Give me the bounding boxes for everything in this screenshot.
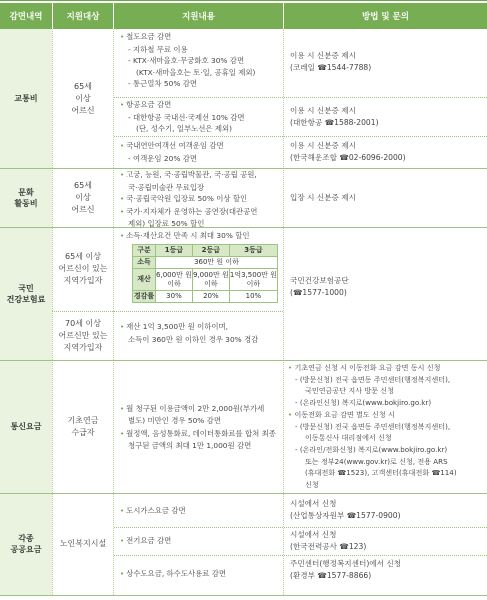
target-health-70: 70세 이상 어르신만 있는 지역가입자 (52, 311, 114, 360)
method-health: 국민건강보험공단 (☎1577-1000) (290, 276, 349, 297)
content-health-1: • 소득·재산요건 만족 시 최대 30% 할인 (120, 231, 250, 240)
grade-asset-label: 재산 (133, 269, 156, 291)
category-transport: 교통비 (0, 29, 52, 168)
category-telecom: 통신요금 (0, 360, 52, 493)
grade-rate-2: 20% (192, 291, 229, 303)
content-culture: • 고궁, 능원, 국·공립박물관, 국·공립 공원, 국·공립미술관 무료입장 • 국·공립국악원 입장료 50% 이상 할인 • 국가·지자체가 운영하는 공연장(대관공연 제외) 입장료 50% 할인 (120, 170, 258, 229)
grade-rate-3: 10% (229, 291, 277, 303)
header-category: 감면내역 (0, 3, 52, 29)
method-electric: 시설에서 신청 (한국전력공사 ☎123) (290, 530, 367, 551)
category-utility: 각종 공공요금 (0, 493, 52, 595)
method-telecom: • 기초연금 신청 시 이동전화 요금 감면 동시 신청 - (방문신청) 전국 읍면동 주민센터(행정복지센터), 국민연금공단 지사 방문 신청 - (온라인신청) 복지로(www.bokjiro.go.kr) • 이동전화 요금 감면 별도 신청 시 - (방문신청) 전국 읍면동 주민센터(행정복지센터), 이동통신사 대리점에서 신청 - (온라인/전화신청) 복지로(www.bokjiro.go.kr) 또는 정부24(www.gov.kr)로 신청, 전용 ARS (휴대전화 ☎1523), 고객센터(휴대전화 ☎114) 신청 (288, 363, 457, 490)
grade-asset-1: 6,000만 원 이하 (156, 269, 193, 291)
method-gas: 시설에서 신청 (산업통상자원부 ☎1577-0900) (290, 499, 401, 520)
content-rail: • 철도요금 감면 - 지하철 무료 이용 - KTX·새마을호·무궁화호 30% 감면 (KTX·새마을호는 토·일, 공휴일 제외) - 통근열차 50% 감면 (120, 32, 256, 89)
category-health-insurance: 국민 건강보험료 (0, 227, 52, 360)
grade-table (132, 244, 278, 303)
content-health-2: • 재산 1억 3,500만 원 이하이며, 소득이 360만 원 이하인 경우 30% 경감 (120, 322, 259, 344)
content-air: • 항공요금 감면 - 대한항공 국내선·국제선 10% 감면 (단, 성수기, 일부노선은 제외) (120, 100, 245, 134)
grade-income-value: 360만 원 이하 (156, 257, 278, 269)
grade-rate-1: 30% (156, 291, 193, 303)
method-water: 주민센터(행정복지센터)에서 신청 (환경부 ☎1577-8866) (290, 559, 402, 580)
grade-header-3: 3등급 (229, 245, 277, 257)
target-telecom: 기초연금 수급자 (52, 360, 114, 493)
grade-asset-2: 9,000만 원 이하 (192, 269, 229, 291)
method-culture: 입장 시 신분증 제시 (290, 193, 356, 202)
content-gas: • 도시가스요금 감면 (120, 506, 186, 515)
content-water: • 상수도요금, 하수도사용료 감면 (120, 569, 227, 578)
method-rail: 이용 시 신분증 제시 (코레일 ☎1544-7788) (290, 51, 372, 72)
grade-rate-label: 경감률 (133, 291, 156, 303)
category-culture: 문화 활동비 (0, 168, 52, 227)
grade-header-2: 2등급 (192, 245, 229, 257)
grade-header-label: 구분 (133, 245, 156, 257)
header-content: 지원내용 (114, 3, 283, 29)
method-ferry: 이용 시 신분증 제시 (한국해운조합 ☎02-6096-2000) (290, 141, 406, 162)
grade-header-1: 1등급 (156, 245, 193, 257)
content-telecom: • 월 청구된 이용금액이 2만 2,000원(부가세 별도) 미만인 경우 50% 감면 • 월정액, 음성통화료, 데이터통화료를 합쳐 최종 청구된 금액의 최대 1만 1,000원 감면 (120, 404, 276, 451)
target-transport: 65세 이상 어르신 (52, 29, 114, 168)
grade-income-label: 소득 (133, 257, 156, 269)
content-ferry: • 국내연안여객선 여객운임 감면 - 여객운임 20% 감면 (120, 141, 224, 163)
grade-asset-3: 1억3,500만 원 이하 (229, 269, 277, 291)
target-utility: 노인복지시설 (52, 493, 114, 595)
target-health-65: 65세 이상 어르신이 있는 지역가입자 (52, 227, 114, 311)
header-method: 방법 및 문의 (284, 3, 487, 29)
content-electric: • 전기요금 감면 (120, 536, 172, 545)
method-air: 이용 시 신분증 제시 (대한항공 ☎1588-2001) (290, 106, 379, 127)
header-target: 지원대상 (53, 3, 113, 29)
target-culture: 65세 이상 어르신 (52, 168, 114, 227)
